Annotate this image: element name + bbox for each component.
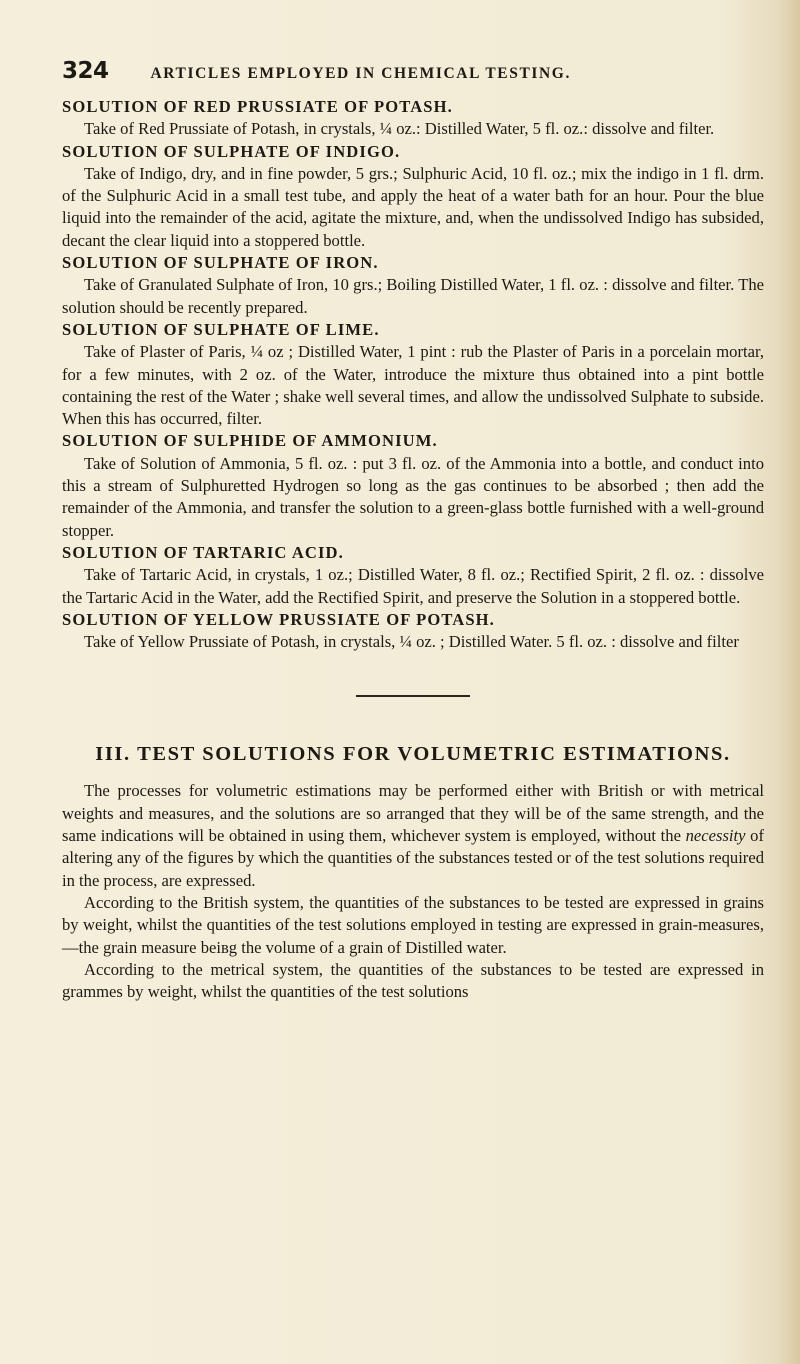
page-content <box>62 96 764 1003</box>
paragraph <box>62 780 764 891</box>
section-body: Take of Tartaric Acid, in crystals, 1 oz.; Distilled Water, 8 fl. oz.; Rectified Spirit, 2 fl. oz. : dissolve the Tartaric Acid in the Water, add the Rectified Spirit, and preserve the Solution in a stoppered bottle. <box>62 565 764 607</box>
paragraph <box>62 892 764 959</box>
section-title: SOLUTION OF RED PRUSSIATE OF POTASH. <box>62 97 453 116</box>
section-divider-rule <box>356 695 470 697</box>
section-sulphate-lime <box>62 319 764 430</box>
part-title: III. TEST SOLUTIONS FOR VOLUMETRIC ESTIMATIONS. <box>95 743 731 766</box>
section-body: Take of Solution of Ammonia, 5 fl. oz. : put 3 fl. oz. of the Ammonia into a bottle, and conduct into this a stream of Sulphuretted Hydrogen so long as the gas continues to be absorbed ; then add the remainder of the Ammonia, and transfer the solution to a green-glass bottle furnished with a well-ground stopper. <box>62 453 764 540</box>
section-body: Take of Red Prussiate of Potash, in crystals, ¼ oz.: Distilled Water, 5 fl. oz.: dissolve and filter. <box>84 119 715 139</box>
paragraph <box>62 959 764 1004</box>
section-body: Take of Yellow Prussiate of Potash, in crystals, ¼ oz. ; Distilled Water. 5 fl. oz. : dissolve and filter <box>84 632 739 652</box>
emphasis-text: necessity <box>685 826 746 846</box>
section-body: Take of Granulated Sulphate of Iron, 10 grs.; Boiling Distilled Water, 1 fl. oz. : dissolve and filter. The solution should be recently prepared. <box>62 275 764 317</box>
section-sulphate-iron <box>62 252 764 319</box>
section-tartaric-acid <box>62 542 764 609</box>
section-title: SOLUTION OF SULPHATE OF IRON. <box>62 253 379 273</box>
page-header <box>62 58 762 84</box>
section-title: SOLUTION OF SULPHATE OF INDIGO. <box>62 141 401 161</box>
section-red-prussiate <box>62 96 764 141</box>
section-title: SOLUTION OF SULPHIDE OF AMMONIUM. <box>62 431 438 451</box>
section-yellow-prussiate <box>62 609 764 654</box>
running-head: ARTICLES EMPLOYED IN CHEMICAL TESTING. <box>150 65 571 82</box>
paragraph-text: According to the British system, the quantities of the substances to be tested are expressed in grains by weight, whilst the quantities of the test solutions employed in testing are expressed in grain-measures,—the grain measure beiвg the volume of a grain of Distilled water. <box>62 892 764 957</box>
section-sulphate-indigo <box>62 141 764 252</box>
section-title: SOLUTION OF SULPHATE OF LIME. <box>62 319 380 339</box>
section-title: SOLUTION OF YELLOW PRUSSIATE OF POTASH. <box>62 609 495 629</box>
paragraph-text: The processes for volumetric estimations may be performed either with British or with metrical weights and measures, and the solutions are so arranged that they will be of the same strength, and the same indications will be obtained in using them, whichever system is employed, without the <box>62 781 764 846</box>
section-body: Take of Indigo, dry, and in fine powder, 5 grs.; Sulphuric Acid, 10 fl. oz.; mix the indigo in 1 fl. drm. of the Sulphuric Acid in a small test tube, and apply the heat of a water bath for an hour. Pour the blue liquid into the remainder of the acid, agitate the mixture, and, when the undissolved Indigo has subsided, decant the clear liquid into a stoppered bottle. <box>62 163 764 250</box>
paragraph-text: of altering any of the figures by which the quantities of the substances tested or of the test solutions required in the process, are expressed. <box>62 826 764 890</box>
page-number: 324 <box>62 58 109 84</box>
paragraph-text: According to the metrical system, the quantities of the substances to be tested are expressed in grammes by weight, whilst the quantities of the test solutions <box>62 959 764 1002</box>
section-title: SOLUTION OF TARTARIC ACID. <box>62 542 344 562</box>
section-sulphide-ammonium <box>62 430 764 541</box>
section-body: Take of Plaster of Paris, ¼ oz ; Distilled Water, 1 pint : rub the Plaster of Paris in a porcelain mortar, for a few minutes, with 2 oz. of the Water, introduce the mixture thus obtained into a pint bottle containing the rest of the Water ; shake well several times, and allow the undissolved Sulphate to subside. When this has occurred, filter. <box>62 342 764 429</box>
